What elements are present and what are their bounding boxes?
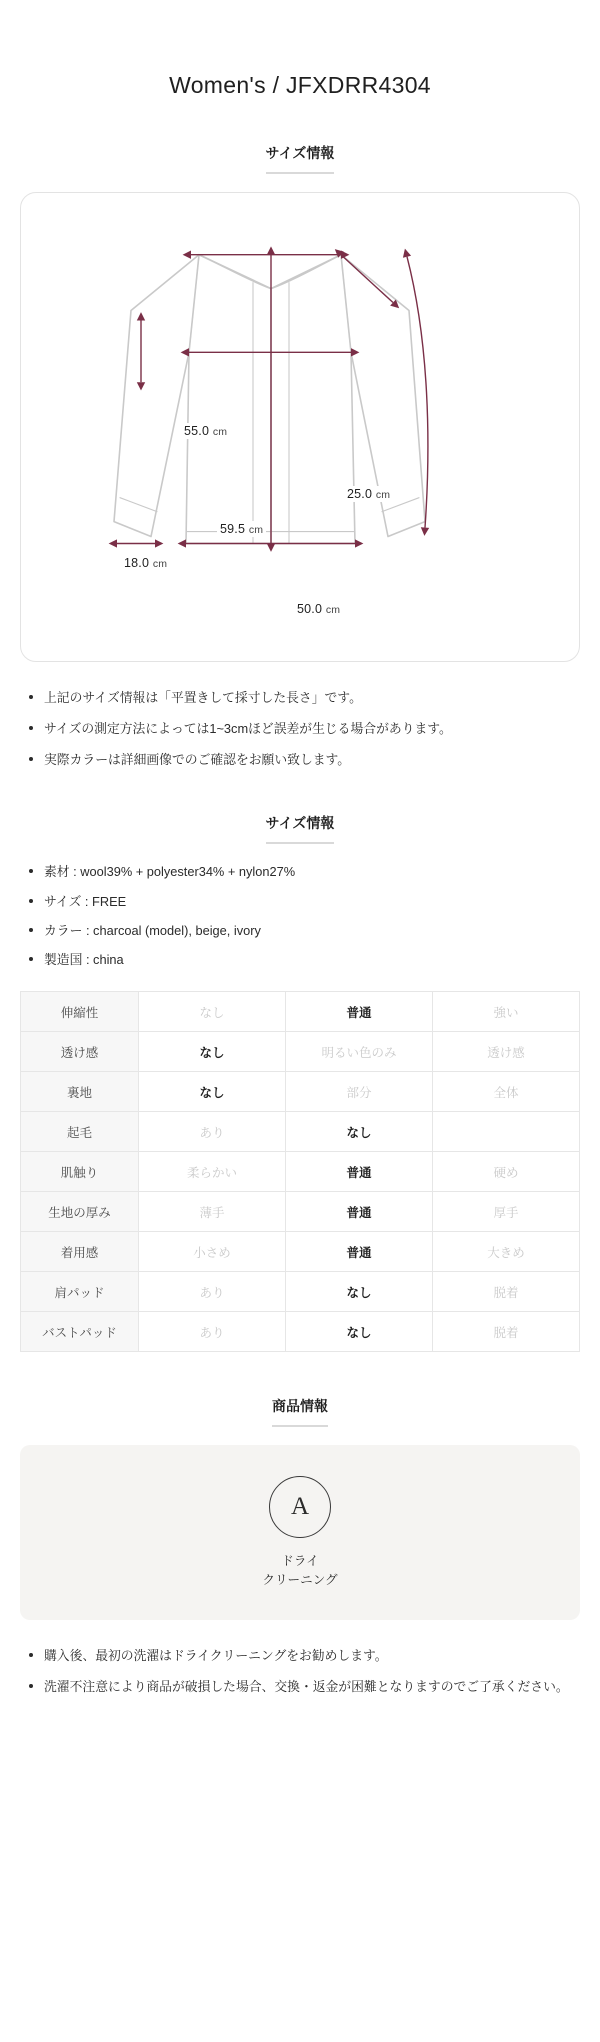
- row-label: 裏地: [21, 1072, 139, 1112]
- option-cell: あり: [139, 1112, 286, 1152]
- dim-unit-length: cm: [325, 604, 341, 616]
- care-label-line1: ドライ: [281, 1553, 319, 1568]
- spec-heading-underline: [266, 813, 335, 844]
- dim-label-length: [294, 601, 343, 617]
- dim-value-sleeve-opening: 25.0: [347, 487, 373, 501]
- dim-value-bust: 59.5: [220, 522, 246, 536]
- option-cell: 脱着: [433, 1312, 580, 1352]
- table-row: [21, 992, 580, 1032]
- table-row: [21, 1032, 580, 1072]
- option-cell: 部分: [286, 1072, 433, 1112]
- option-cell: 全体: [433, 1072, 580, 1112]
- dim-label-bust: [217, 521, 266, 537]
- dim-value-length: 50.0: [297, 602, 323, 616]
- option-cell-selected: なし: [286, 1272, 433, 1312]
- option-cell-selected: 普通: [286, 1192, 433, 1232]
- option-cell: あり: [139, 1312, 286, 1352]
- dim-label-sleeve-opening: [344, 486, 393, 502]
- spec-list: [20, 862, 580, 969]
- care-instruction-card: [20, 1445, 580, 1620]
- option-cell: 薄手: [139, 1192, 286, 1232]
- table-row: [21, 1192, 580, 1232]
- row-label: 肌触り: [21, 1152, 139, 1192]
- option-cell-empty: [433, 1112, 580, 1152]
- option-cell-selected: 普通: [286, 1152, 433, 1192]
- row-label: 生地の厚み: [21, 1192, 139, 1232]
- dry-clean-letter: A: [290, 1492, 310, 1520]
- list-item: 製造国 : china: [26, 950, 580, 969]
- list-item: 実際カラーは詳細画像でのご確認をお願い致します。: [26, 750, 580, 770]
- product-info-heading: 商品情報: [272, 1398, 328, 1415]
- attributes-table: [20, 991, 580, 1352]
- care-label-line2: クリーニング: [262, 1572, 338, 1587]
- table-row: [21, 1312, 580, 1352]
- bottom-spacer: [20, 1708, 580, 1738]
- size-info-heading: サイズ情報: [265, 145, 335, 161]
- option-cell: 明るい色のみ: [286, 1032, 433, 1072]
- option-cell: 脱着: [433, 1272, 580, 1312]
- row-label: バストパッド: [21, 1312, 139, 1352]
- row-label: 肩パッド: [21, 1272, 139, 1312]
- dim-unit-armhole: cm: [152, 558, 168, 570]
- option-cell-selected: 普通: [286, 992, 433, 1032]
- size-info-heading-underline: [266, 143, 335, 174]
- table-row: [21, 1272, 580, 1312]
- dim-value-shoulder: 55.0: [184, 424, 210, 438]
- row-label: 起毛: [21, 1112, 139, 1152]
- measurement-notes-list: [20, 688, 580, 769]
- dim-label-armhole: [121, 555, 170, 571]
- list-item: 購入後、最初の洗濯はドライクリーニングをお勧めします。: [26, 1646, 580, 1666]
- table-row: [21, 1112, 580, 1152]
- dim-unit-shoulder: cm: [212, 426, 228, 438]
- table-row: [21, 1232, 580, 1272]
- option-cell: 小さめ: [139, 1232, 286, 1272]
- product-info-heading-wrap: [20, 1396, 580, 1427]
- option-cell: なし: [139, 992, 286, 1032]
- option-cell: 大きめ: [433, 1232, 580, 1272]
- option-cell: 厚手: [433, 1192, 580, 1232]
- option-cell: 透け感: [433, 1032, 580, 1072]
- spec-heading: サイズ情報: [265, 815, 335, 832]
- option-cell-selected: なし: [286, 1112, 433, 1152]
- care-notes-list: [20, 1646, 580, 1697]
- option-cell-selected: 普通: [286, 1232, 433, 1272]
- option-cell: 硬め: [433, 1152, 580, 1192]
- option-cell-selected: なし: [139, 1072, 286, 1112]
- option-cell: あり: [139, 1272, 286, 1312]
- dim-unit-sleeve-opening: cm: [375, 489, 391, 501]
- dim-label-shoulder: [181, 423, 230, 439]
- option-cell: 強い: [433, 992, 580, 1032]
- list-item: 洗濯不注意により商品が破損した場合、交換・返金が困難となりますのでご了承ください。: [26, 1677, 580, 1697]
- option-cell: 柔らかい: [139, 1152, 286, 1192]
- list-item: カラー : charcoal (model), beige, ivory: [26, 921, 580, 940]
- list-item: サイズの測定方法によっては1~3cmほど誤差が生じる場合があります。: [26, 719, 580, 739]
- option-cell-selected: なし: [286, 1312, 433, 1352]
- dim-unit-bust: cm: [248, 524, 264, 536]
- row-label: 透け感: [21, 1032, 139, 1072]
- page-title: Women's / JFXDRR4304: [169, 72, 431, 98]
- list-item: 上記のサイズ情報は「平置きして採寸した長さ」です。: [26, 688, 580, 708]
- row-label: 着用感: [21, 1232, 139, 1272]
- table-row: [21, 1152, 580, 1192]
- list-item: 素材 : wool39% + polyester34% + nylon27%: [26, 862, 580, 881]
- dim-value-armhole: 18.0: [124, 556, 150, 570]
- measurement-diagram-svg: [21, 193, 579, 661]
- table-row: [21, 1072, 580, 1112]
- product-size-guide-page: [0, 72, 600, 1738]
- care-label: [262, 1552, 337, 1590]
- list-item: サイズ : FREE: [26, 892, 580, 911]
- option-cell-selected: なし: [139, 1032, 286, 1072]
- product-info-heading-underline: [272, 1396, 328, 1427]
- spec-heading-wrap: [20, 813, 580, 844]
- dry-clean-icon: [269, 1476, 331, 1538]
- measurement-diagram-card: [20, 192, 580, 662]
- row-label: 伸縮性: [21, 992, 139, 1032]
- size-info-heading-wrap: [20, 143, 580, 174]
